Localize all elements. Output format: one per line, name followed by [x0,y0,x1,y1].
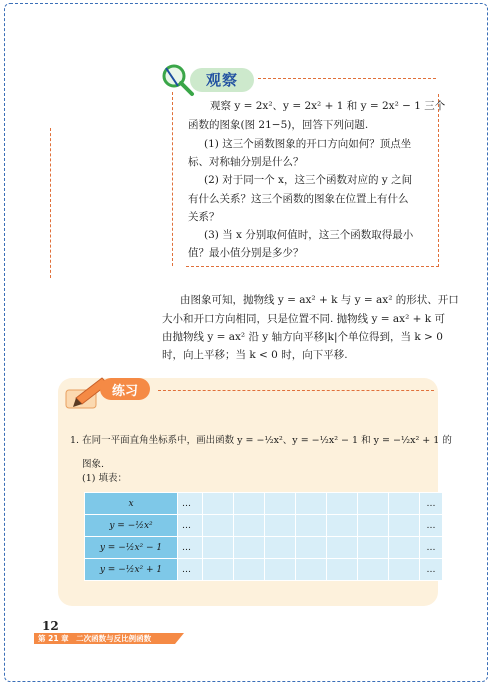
body-line: 由图象可知，抛物线 y = ax² + k 与 y = ax² 的形状、开口 [180,294,459,306]
exercise-title: 练习 [112,384,139,399]
observe-line: (3) 当 x 分别取何值时，这三个函数取得最小 [204,229,414,241]
table-cell[interactable] [389,515,420,537]
table-cell[interactable] [296,515,327,537]
table-cell[interactable] [296,537,327,559]
row-label: y = −½x² + 1 [85,559,178,581]
table-cell-dots: … [178,559,203,581]
table-cell[interactable] [203,537,234,559]
observe-line: (1) 这三个函数图象的开口方向如何？顶点坐 [204,138,412,150]
observe-line: 关系？ [188,211,220,223]
row-label: x [85,493,178,515]
table-cell[interactable] [358,559,389,581]
table-cell[interactable] [234,493,265,515]
table-cell[interactable] [389,493,420,515]
observe-divider [258,78,436,79]
exercise-divider [158,390,434,391]
table-cell[interactable] [327,537,358,559]
table-cell[interactable] [296,559,327,581]
exercise-part: (1) 填表： [82,473,127,484]
table-cell[interactable] [203,515,234,537]
row-label: y = −½x² [85,515,178,537]
value-table [84,492,443,581]
table-cell[interactable] [234,537,265,559]
table-row [85,559,443,581]
table-cell[interactable] [327,559,358,581]
observe-line: (2) 对于同一个 x，这三个函数对应的 y 之间 [204,174,413,186]
table-row [85,537,443,559]
table-cell[interactable] [265,559,296,581]
exercise-question: 1. 在同一平面直角坐标系中，画出函数 y = −½x²、y = −½x² − 1 和 y = −½x² + 1 的 [70,435,452,446]
table-cell[interactable] [234,559,265,581]
table-cell[interactable] [389,559,420,581]
margin-rule [50,128,51,278]
table-cell[interactable] [358,537,389,559]
observe-line: 值？最小值分别是多少？ [188,247,304,259]
table-cell-dots: … [420,515,443,537]
table-cell-dots: … [420,559,443,581]
table-cell[interactable] [327,493,358,515]
body-line: 时，向上平移；当 k < 0 时，向下平移. [162,349,348,361]
table-row [85,515,443,537]
table-cell-dots: … [420,537,443,559]
table-cell[interactable] [358,493,389,515]
observe-line: 标、对称轴分别是什么？ [188,156,304,168]
observe-line: 观察 y = 2x²、y = 2x² + 1 和 y = 2x² − 1 三个 [210,100,446,112]
observe-line: 函数的图象(图 21−5)，回答下列问题. [188,119,369,131]
observe-title: 观察 [206,71,239,89]
table-cell-dots: … [178,537,203,559]
table-cell[interactable] [296,493,327,515]
observe-left-rule [172,92,173,266]
table-cell[interactable] [327,515,358,537]
table-cell[interactable] [265,537,296,559]
table-cell-dots: … [178,515,203,537]
observe-line: 有什么关系？这三个函数的图象在位置上有什么 [188,193,409,205]
table-cell[interactable] [203,559,234,581]
table-cell[interactable] [358,515,389,537]
row-label: y = −½x² − 1 [85,537,178,559]
table-cell[interactable] [265,515,296,537]
table-cell-dots: … [178,493,203,515]
body-line: 大小和开口方向相同，只是位置不同. 抛物线 y = ax² + k 可 [162,313,445,325]
chapter-label: 第 21 章 二次函数与反比例函数 [38,634,152,643]
body-line: 由抛物线 y = ax² 沿 y 轴方向平移|k|个单位得到，当 k > 0 [162,331,443,343]
table-cell[interactable] [389,537,420,559]
table-row [85,493,443,515]
table-cell-dots: … [420,493,443,515]
page-number: 12 [42,619,59,633]
table-cell[interactable] [265,493,296,515]
table-cell[interactable] [203,493,234,515]
observe-header [158,62,438,92]
table-cell[interactable] [234,515,265,537]
exercise-question-cont: 图象. [82,459,105,470]
